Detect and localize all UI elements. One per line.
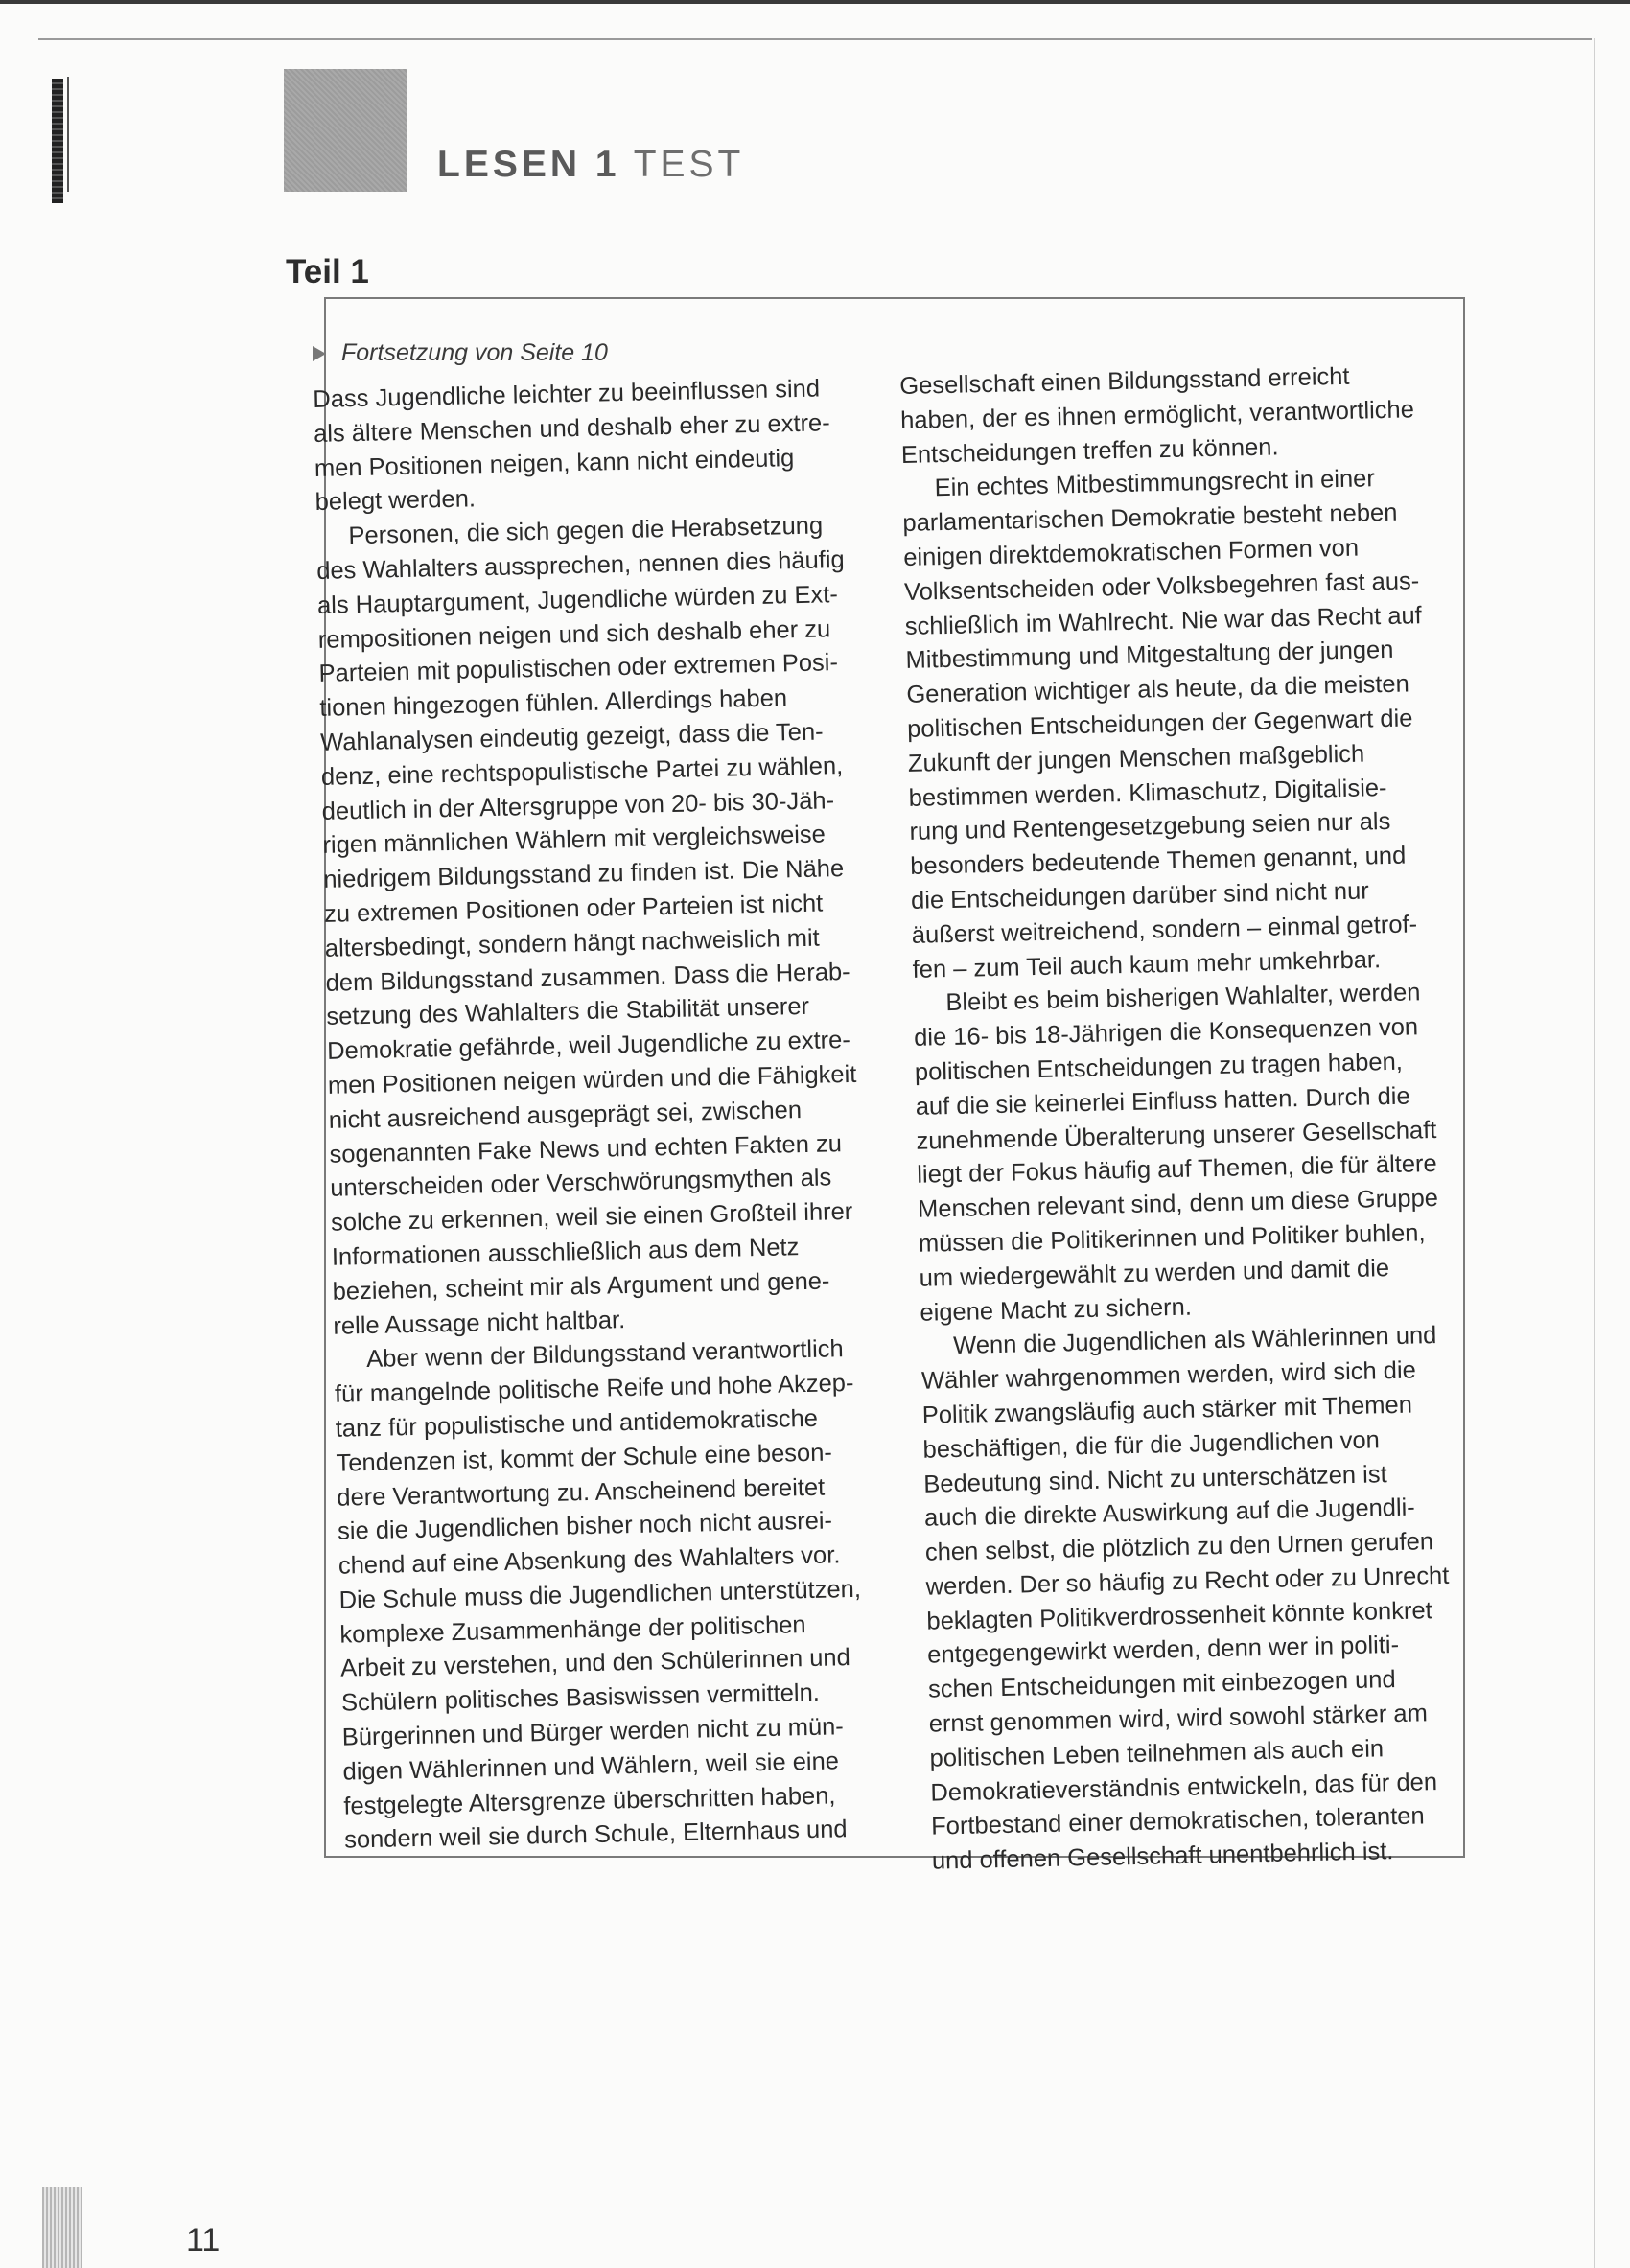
text-line: Personen, die sich gegen die Herabsetzung	[348, 512, 824, 550]
text-line: müssen die Politikerinnen und Politiker buhlen,	[918, 1219, 1426, 1258]
text-line: Demokratieverständnis entwickeln, das für den	[930, 1768, 1438, 1807]
section-title: Teil 1	[286, 253, 369, 290]
text-line: Aber wenn der Bildungsstand verantwortlich	[365, 1335, 844, 1374]
text-line: setzung des Wahlalters die Stabilität unserer	[326, 993, 810, 1031]
text-line: ernst genommen wird, wird sowohl stärker am	[928, 1700, 1429, 1738]
text-line: um wiedergewählt zu werden und damit die	[919, 1254, 1390, 1292]
text-column-left	[313, 371, 920, 1859]
text-line: schließlich im Wahlrecht. Nie war das Recht auf	[904, 601, 1423, 640]
text-line: fen – zum Teil auch kaum mehr umkehrbar.	[912, 945, 1382, 984]
text-line: digen Wählerinnen und Wählern, weil sie eine	[342, 1747, 840, 1786]
text-line: Schülern politisches Basiswissen vermitteln.	[340, 1679, 821, 1717]
scan-top-border	[38, 38, 1592, 40]
text-line: politischen Entscheidungen der Gegenwart die	[906, 705, 1413, 743]
text-line: tanz für populistische und antidemokratische	[335, 1404, 819, 1443]
text-line: Tendenzen ist, kommt der Schule eine beson-	[336, 1439, 833, 1477]
text-line: Politik zwangsläufig auch stärker mit Themen	[921, 1391, 1413, 1429]
text-line: liegt der Fokus häufig auf Themen, die für ältere	[917, 1150, 1437, 1190]
page-header-title	[437, 144, 744, 186]
page-number: 11	[186, 2222, 221, 2258]
scan-right-border	[1594, 38, 1595, 2268]
text-line: Menschen relevant sind, denn um diese Gruppe	[917, 1185, 1439, 1223]
text-line: denz, eine rechtspopulistische Partei zu wählen,	[320, 752, 844, 791]
text-line: Wahlanalysen eindeutig gezeigt, dass die Ten-	[319, 718, 824, 756]
text-line: chend auf eine Absenkung des Wahlalters vor.	[338, 1541, 841, 1580]
text-line: Bürgerinnen und Bürger werden nicht zu mün-	[341, 1713, 845, 1751]
text-line: Die Schule muss die Jugendlichen unterstützen,	[338, 1575, 862, 1614]
text-line: tionen hingezogen fühlen. Allerdings haben	[319, 684, 788, 723]
text-line: äußerst weitreichend, sondern – einmal getrof-	[911, 911, 1418, 949]
text-line: als Hauptargument, Jugendliche würden zu Ext-	[316, 580, 839, 619]
text-line: Entscheidungen treffen zu können.	[900, 432, 1279, 469]
text-line: dem Bildungsstand zusammen. Dass die Herab-	[325, 958, 850, 997]
text-line: belegt werden.	[314, 485, 477, 517]
text-line: solche zu erkennen, weil sie einen Großteil ihrer	[330, 1198, 853, 1237]
text-line: men Positionen neigen würden und die Fähigkeit	[327, 1060, 857, 1099]
text-line: dere Verantwortung zu. Anscheinend bereitet	[337, 1473, 826, 1512]
text-line: besonders bedeutende Themen genannt, und	[909, 842, 1407, 881]
text-line: die 16- bis 18-Jährigen die Konsequenzen von	[913, 1013, 1419, 1052]
text-line: politischen Leben teilnehmen als auch ein	[929, 1735, 1385, 1772]
text-line: relle Aussage nicht haltbar.	[333, 1306, 626, 1340]
text-line: Generation wichtiger als heute, da die meisten	[906, 670, 1410, 709]
continuation-text: Fortsetzung von Seite 10	[341, 339, 608, 366]
text-line: und offenen Gesellschaft unentbehrlich ist.	[931, 1838, 1394, 1875]
text-line: zu extremen Positionen oder Parteien ist nicht	[323, 890, 824, 928]
header-gray-block	[284, 69, 407, 192]
text-line: deutlich in der Altersgruppe von 20- bis 30-Jäh-	[321, 786, 835, 825]
text-line: festgelegte Altersgrenze überschritten haben,	[343, 1782, 836, 1820]
text-column-right	[899, 358, 1507, 1880]
text-line: Dass Jugendliche leichter zu beeinflussen sind	[313, 375, 821, 413]
text-line: rung und Rentengesetzgebung seien nur als	[909, 808, 1391, 846]
text-line: des Wahlalters aussprechen, nennen dies häufig	[315, 545, 845, 585]
text-line: werden. Der so häufig zu Recht oder zu Unrecht	[925, 1562, 1450, 1601]
scan-binding-line	[67, 77, 69, 192]
triangle-arrow-icon	[313, 346, 326, 361]
text-line: auch die direkte Auswirkung auf die Jugendli-	[923, 1493, 1416, 1533]
text-line: Mitbestimmung und Mitgestaltung der jungen	[905, 636, 1394, 675]
scan-top-edge	[0, 0, 1630, 4]
text-line: altersbedingt, sondern hängt nachweislich mit	[324, 924, 821, 962]
text-line: auf die sie keinerlei Einfluss hatten. Durch die	[915, 1082, 1410, 1121]
text-line: Informationen ausschließlich aus dem Netz	[331, 1234, 800, 1271]
text-line: Arbeit zu verstehen, und den Schülerinnen und	[339, 1644, 851, 1683]
text-line: zunehmende Überalterung unserer Gesellschaft	[916, 1116, 1437, 1155]
text-line: einigen direktdemokratischen Formen von	[902, 534, 1360, 571]
header-title-strong: LESEN 1	[437, 144, 620, 185]
text-line: eigene Macht zu sichern.	[920, 1293, 1193, 1327]
scan-bottom-mark	[42, 2187, 82, 2268]
text-line: komplexe Zusammenhänge der politischen	[339, 1610, 806, 1649]
text-line: chen selbst, die plötzlich zu den Urnen gerufen	[924, 1528, 1434, 1566]
text-line: Ein echtes Mitbestimmungsrecht in einer	[934, 465, 1376, 502]
text-line: Zukunft der jungen Menschen maßgeblich	[907, 740, 1365, 777]
text-line: entgegengewirkt werden, denn wer in politi-	[926, 1632, 1400, 1670]
text-line: rigen männlichen Wählern mit vergleichsweise	[322, 821, 827, 860]
text-line: beschäftigen, die für die Jugendlichen von	[922, 1426, 1381, 1464]
text-line: Bedeutung sind. Nicht zu unterschätzen ist	[923, 1460, 1387, 1498]
continuation-note	[313, 339, 608, 367]
text-line: schen Entscheidungen mit einbezogen und	[927, 1666, 1396, 1703]
text-line: rempositionen neigen und sich deshalb eher zu	[317, 614, 831, 654]
text-line: beziehen, scheint mir als Argument und gene-	[332, 1267, 830, 1306]
text-line: beklagten Politikverdrossenheit könnte konkret	[926, 1596, 1432, 1635]
text-line: sie die Jugendlichen bisher noch nicht ausrei-	[337, 1507, 833, 1546]
text-line: unterscheiden oder Verschwörungsmythen als	[330, 1164, 832, 1203]
text-line: für mangelnde politische Reife und hohe Akzep-	[334, 1370, 854, 1408]
text-line: sondern weil sie durch Schule, Elternhaus und	[343, 1816, 848, 1855]
text-line: niedrigem Bildungsstand zu finden ist. Die Nähe	[322, 855, 845, 894]
text-line: parlamentarischen Demokratie besteht neben	[902, 498, 1398, 538]
text-line: haben, der es ihnen ermöglicht, verantwortliche	[899, 396, 1415, 434]
text-line: Demokratie gefährde, weil Jugendliche zu extre-	[326, 1027, 851, 1065]
text-line: bestimmen werden. Klimaschutz, Digitalisie-	[908, 774, 1387, 812]
text-line: Parteien mit populistischen oder extremen Posi-	[318, 649, 839, 688]
text-line: sogenannten Fake News und echten Fakten zu	[329, 1129, 843, 1169]
text-line: Bleibt es beim bisherigen Wahlalter, werden	[945, 979, 1421, 1017]
text-line: Fortbestand einer demokratischen, toleranten	[930, 1802, 1425, 1841]
text-line: Gesellschaft einen Bildungsstand erreicht	[899, 362, 1350, 400]
text-line: die Entscheidungen darüber sind nicht nur	[910, 877, 1370, 914]
text-line: Wenn die Jugendlichen als Wählerinnen und	[952, 1322, 1437, 1360]
text-line: politischen Entscheidungen zu tragen haben,	[914, 1048, 1404, 1086]
scan-binding-mark	[52, 79, 63, 203]
text-line: Volksentscheiden oder Volksbegehren fast aus-	[903, 567, 1420, 606]
header-title-light: TEST	[633, 144, 745, 185]
text-line: Wähler wahrgenommen werden, wird sich die	[920, 1356, 1417, 1395]
text-line: nicht ausreichend ausgeprägt sei, zwischen	[328, 1096, 803, 1134]
text-line: als ältere Menschen und deshalb eher zu extre-	[313, 409, 830, 448]
text-line: men Positionen neigen, kann nicht eindeutig	[314, 444, 795, 482]
